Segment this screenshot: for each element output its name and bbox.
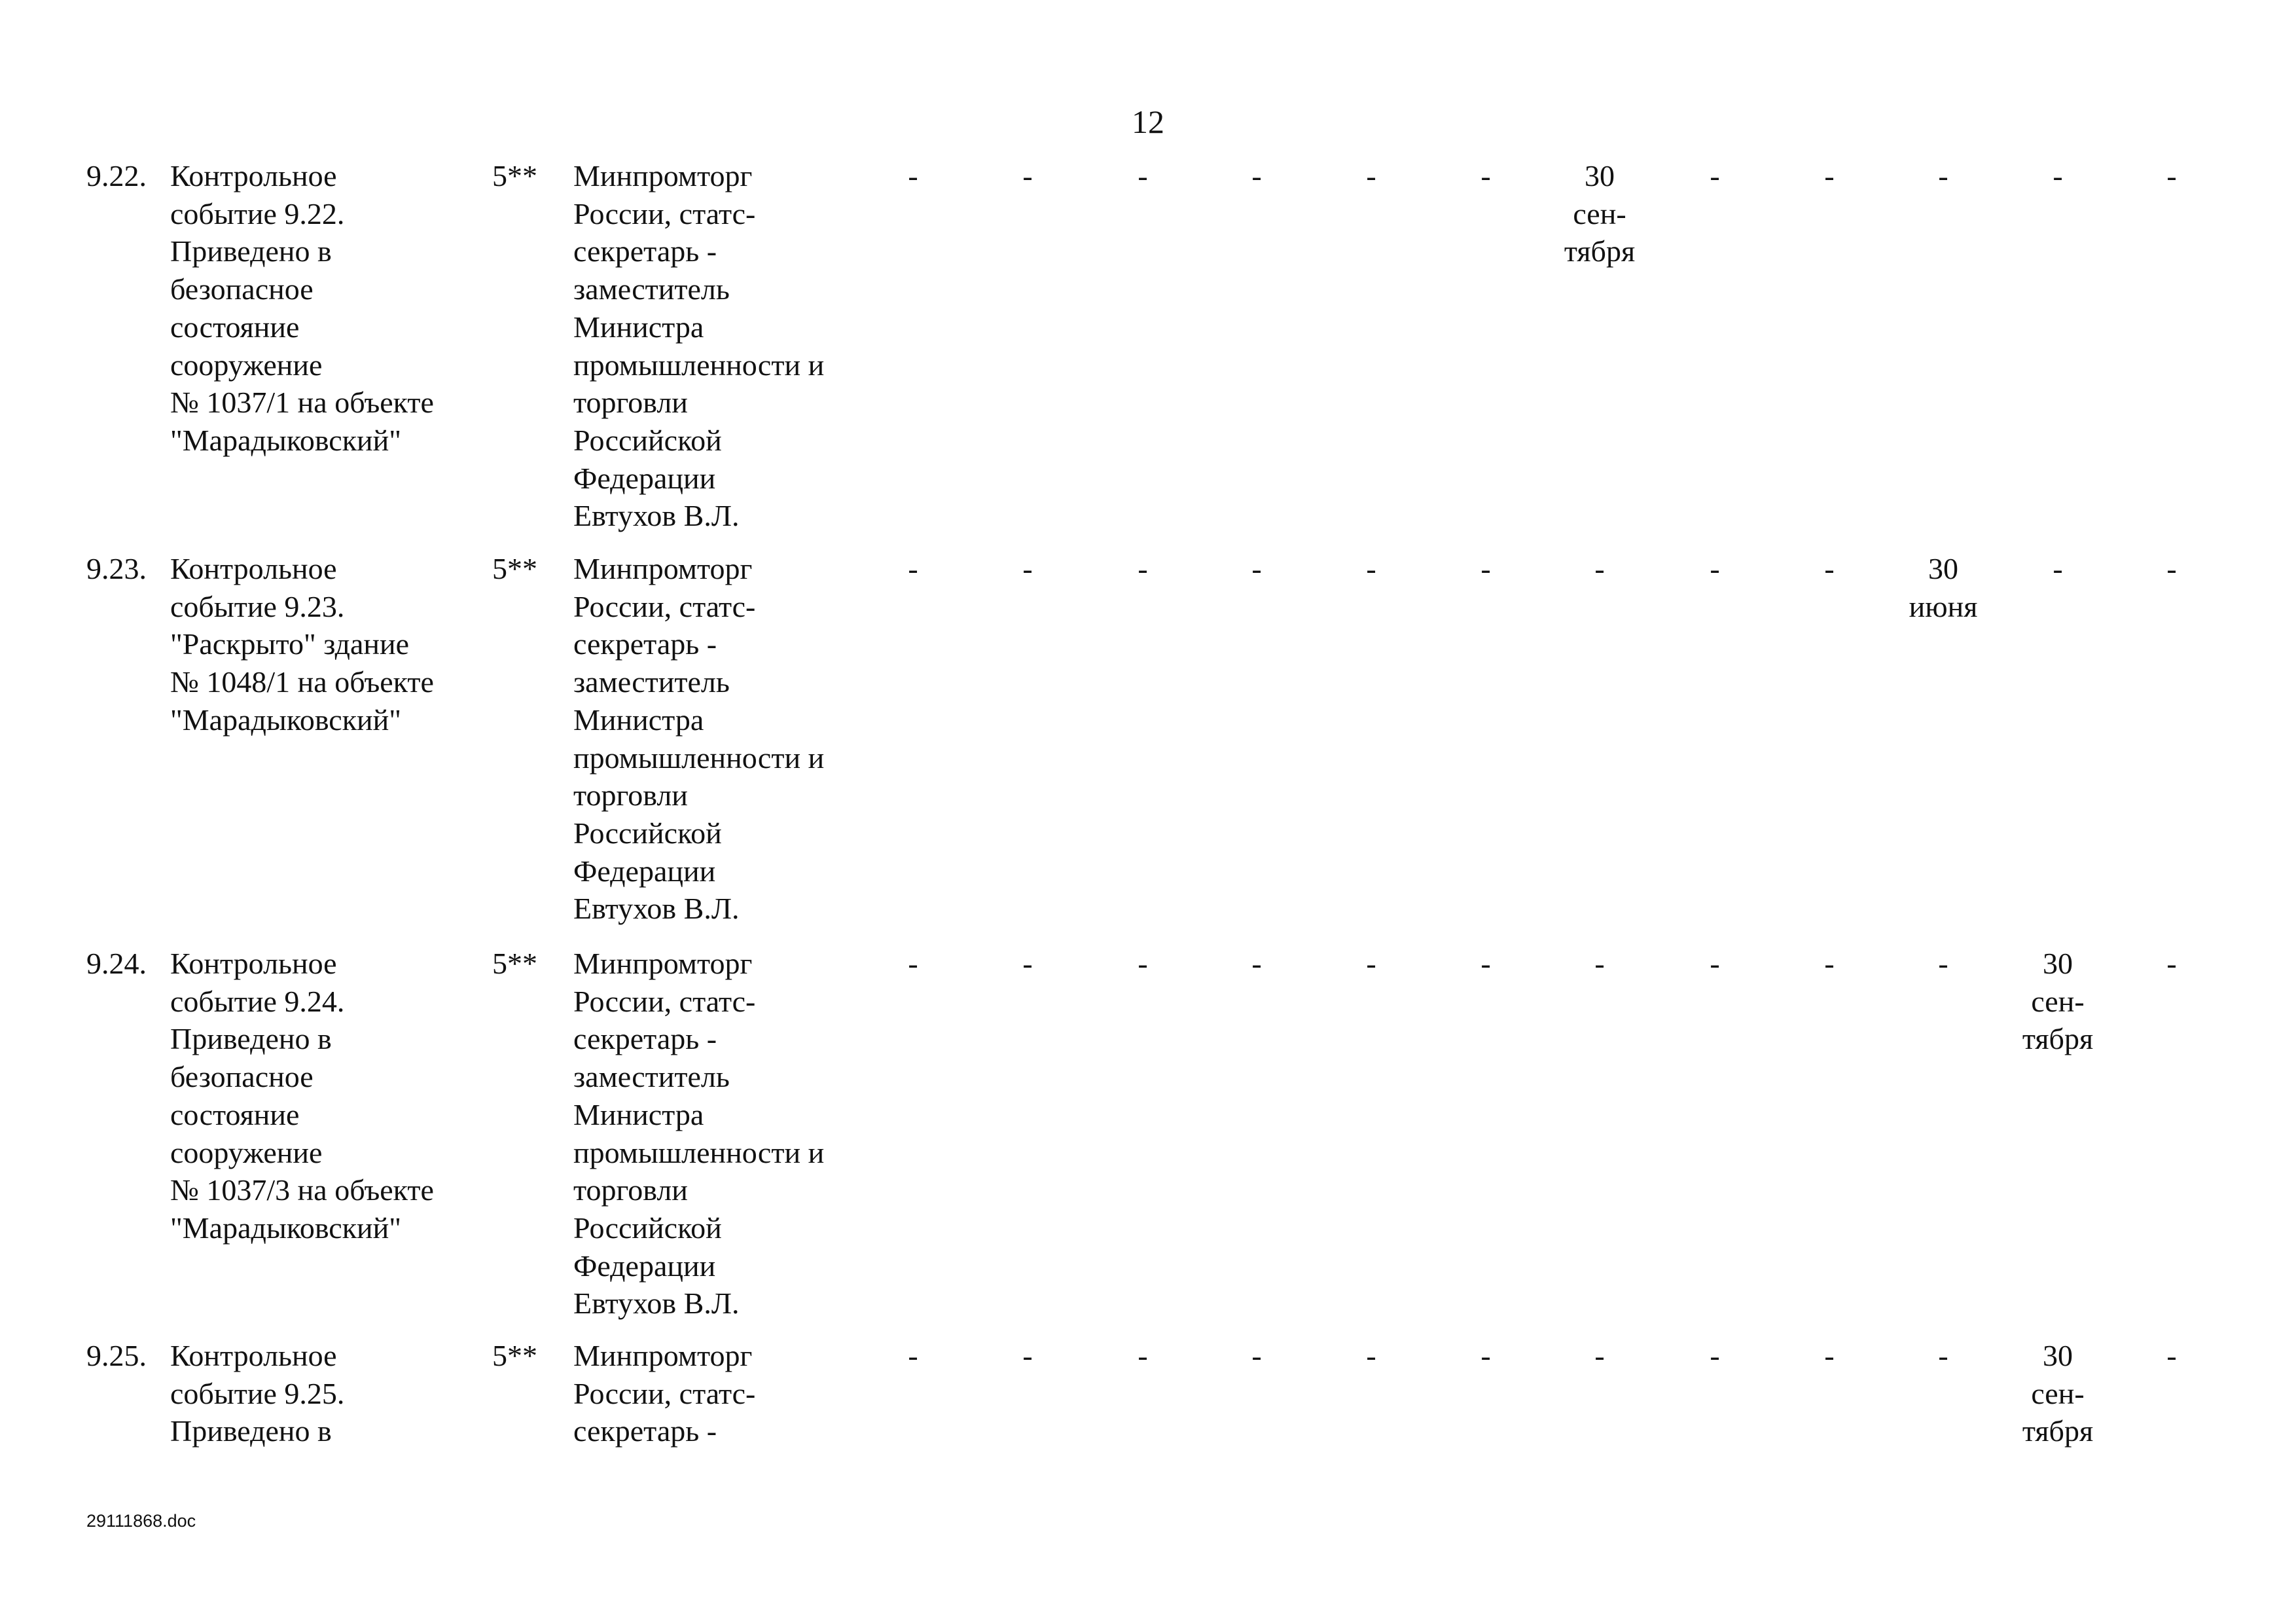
- schedule-cell-text: -: [1710, 1339, 1720, 1372]
- schedule-cell-text: -: [1366, 159, 1376, 192]
- schedule-cell: [1201, 157, 1312, 195]
- event-line: состояние: [170, 1097, 300, 1131]
- event-line: безопасное: [170, 1060, 314, 1094]
- event-line: событие 9.23.: [170, 589, 345, 623]
- schedule-cell: [857, 945, 969, 983]
- schedule-cell-text: 30: [1585, 159, 1615, 192]
- responsible-line: заместитель: [573, 665, 730, 699]
- schedule-cell: [1659, 550, 1770, 588]
- event-line: Контрольное: [170, 552, 337, 585]
- schedule-cell: [2002, 550, 2113, 588]
- schedule-cell-text: -: [2166, 552, 2177, 585]
- schedule-cell-text: -: [1138, 552, 1148, 585]
- responsible-line: Минпромторг: [573, 552, 753, 585]
- schedule-cell: [1087, 1337, 1198, 1375]
- event-line: № 1037/1 на объекте: [170, 386, 434, 420]
- responsible-line: Российской: [573, 816, 722, 850]
- schedule-cell-text: -: [1594, 947, 1605, 980]
- schedule-cell-text: -: [1366, 552, 1376, 585]
- schedule-cell-text: -: [1022, 159, 1033, 192]
- schedule-cell-text: -: [2166, 1339, 2177, 1372]
- responsible-line: торговли: [573, 778, 688, 812]
- schedule-cell-text: -: [1938, 1339, 1948, 1372]
- schedule-cell-text: -: [908, 159, 918, 192]
- schedule-cell-text: -: [908, 1339, 918, 1372]
- schedule-cell-text: -: [1824, 1339, 1835, 1372]
- priority-code: 5**: [492, 552, 537, 585]
- event-line: "Марадыковский": [170, 1211, 402, 1245]
- schedule-cell: [1888, 550, 1999, 625]
- responsible-line: Евтухов В.Л.: [573, 892, 740, 926]
- row-number: 9.23.: [86, 552, 147, 585]
- schedule-cell: [2116, 945, 2227, 983]
- schedule-cell-text: -: [1480, 159, 1491, 192]
- event-line: сооружение: [170, 1135, 323, 1169]
- event-line: Приведено в: [170, 1022, 332, 1056]
- schedule-cell: [1316, 550, 1427, 588]
- schedule-cell: [2002, 945, 2113, 1058]
- responsible-line: Министра: [573, 1097, 704, 1131]
- schedule-cell: [1659, 1337, 1770, 1375]
- schedule-cell-text: -: [908, 947, 918, 980]
- schedule-cell-text: -: [2166, 947, 2177, 980]
- responsible-line: Федерации: [573, 1249, 716, 1283]
- schedule-cell-text: сен-: [1573, 196, 1626, 230]
- schedule-cell: [2116, 550, 2227, 588]
- schedule-cell: [1659, 945, 1770, 983]
- schedule-cell: [1201, 945, 1312, 983]
- schedule-cell: [1544, 157, 1655, 270]
- schedule-cell: [1544, 945, 1655, 983]
- schedule-cell: [2002, 157, 2113, 195]
- responsible-line: заместитель: [573, 1060, 730, 1094]
- schedule-cell-text: тября: [1564, 234, 1636, 268]
- responsible-line: Евтухов В.Л.: [573, 1286, 740, 1321]
- schedule-cell-text: -: [1251, 552, 1262, 585]
- schedule-cell: [857, 1337, 969, 1375]
- event-line: Приведено в: [170, 1414, 332, 1448]
- responsible-line: заместитель: [573, 272, 730, 306]
- schedule-cell-text: 30: [2043, 947, 2073, 980]
- responsible-line: секретарь -: [573, 1022, 717, 1056]
- schedule-cell: [1087, 157, 1198, 195]
- event-line: Контрольное: [170, 947, 337, 980]
- schedule-cell-text: -: [1938, 159, 1948, 192]
- schedule-cell-text: -: [1938, 947, 1948, 980]
- schedule-cell: [857, 550, 969, 588]
- schedule-cell: [1087, 945, 1198, 983]
- responsible-line: торговли: [573, 1173, 688, 1207]
- schedule-cell: [1888, 945, 1999, 983]
- schedule-cell: [2116, 157, 2227, 195]
- schedule-cell: [1201, 550, 1312, 588]
- responsible-line: Евтухов В.Л.: [573, 499, 740, 533]
- schedule-cell-text: -: [1366, 1339, 1376, 1372]
- schedule-cell: [1087, 550, 1198, 588]
- responsible-line: Российской: [573, 1211, 722, 1245]
- event-line: № 1037/3 на объекте: [170, 1173, 434, 1207]
- schedule-cell-text: сен-: [2031, 984, 2085, 1018]
- schedule-cell-text: -: [1480, 552, 1491, 585]
- schedule-cell-text: июня: [1909, 589, 1978, 623]
- responsible-line: секретарь -: [573, 1414, 717, 1448]
- event-line: Контрольное: [170, 159, 337, 192]
- schedule-cell: [1316, 1337, 1427, 1375]
- schedule-cell: [1774, 945, 1885, 983]
- event-description: [170, 157, 484, 460]
- priority-code: 5**: [492, 947, 537, 980]
- schedule-cell-text: -: [1480, 1339, 1491, 1372]
- event-line: "Раскрыто" здание: [170, 627, 410, 661]
- schedule-cell-text: -: [2166, 159, 2177, 192]
- schedule-cell-text: 30: [1928, 552, 1958, 585]
- schedule-cell: [972, 157, 1083, 195]
- responsible-line: Российской: [573, 423, 722, 457]
- event-line: "Марадыковский": [170, 702, 402, 737]
- responsible-line: России, статс-: [573, 984, 756, 1018]
- event-description: [170, 1337, 484, 1450]
- schedule-cell-text: -: [1710, 947, 1720, 980]
- schedule-cell-text: -: [1251, 159, 1262, 192]
- row-number: 9.25.: [86, 1339, 147, 1372]
- priority-code: 5**: [492, 159, 537, 192]
- event-line: событие 9.24.: [170, 984, 345, 1018]
- schedule-cell-text: -: [2053, 552, 2063, 585]
- event-line: событие 9.22.: [170, 196, 345, 230]
- schedule-cell: [1774, 550, 1885, 588]
- responsible-line: России, статс-: [573, 1376, 756, 1410]
- event-line: "Марадыковский": [170, 423, 402, 457]
- schedule-cell-text: -: [2053, 159, 2063, 192]
- schedule-cell: [972, 945, 1083, 983]
- schedule-cell-text: тября: [2022, 1022, 2094, 1056]
- schedule-cell: [972, 550, 1083, 588]
- schedule-cell-text: -: [1824, 159, 1835, 192]
- responsible-line: секретарь -: [573, 234, 717, 268]
- schedule-cell-text: 30: [2043, 1339, 2073, 1372]
- schedule-cell-text: -: [1824, 552, 1835, 585]
- event-line: событие 9.25.: [170, 1376, 345, 1410]
- schedule-cell-text: -: [1251, 1339, 1262, 1372]
- responsible-line: промышленности и: [573, 1135, 825, 1169]
- event-line: Контрольное: [170, 1339, 337, 1372]
- schedule-cell: [1316, 157, 1427, 195]
- schedule-cell: [1201, 1337, 1312, 1375]
- responsible-executor: [573, 157, 914, 535]
- responsible-line: промышленности и: [573, 348, 825, 382]
- schedule-cell: [972, 1337, 1083, 1375]
- schedule-cell: [1430, 550, 1541, 588]
- responsible-line: Федерации: [573, 461, 716, 495]
- schedule-cell: [1316, 945, 1427, 983]
- schedule-cell: [2116, 1337, 2227, 1375]
- event-line: сооружение: [170, 348, 323, 382]
- event-description: [170, 945, 484, 1247]
- schedule-cell-text: -: [1480, 947, 1491, 980]
- page-number: 12: [1132, 103, 1164, 140]
- schedule-cell-text: -: [1710, 552, 1720, 585]
- schedule-cell: [1430, 157, 1541, 195]
- responsible-line: Минпромторг: [573, 1339, 753, 1372]
- schedule-cell-text: -: [1251, 947, 1262, 980]
- schedule-cell: [1544, 550, 1655, 588]
- responsible-line: Минпромторг: [573, 947, 753, 980]
- responsible-line: России, статс-: [573, 589, 756, 623]
- schedule-cell-text: -: [1138, 947, 1148, 980]
- responsible-line: промышленности и: [573, 740, 825, 775]
- event-description: [170, 550, 484, 739]
- event-line: безопасное: [170, 272, 314, 306]
- schedule-cell-text: сен-: [2031, 1376, 2085, 1410]
- schedule-cell-text: -: [908, 552, 918, 585]
- schedule-cell-text: -: [1824, 947, 1835, 980]
- schedule-cell-text: -: [1594, 1339, 1605, 1372]
- event-line: состояние: [170, 310, 300, 344]
- schedule-cell: [1888, 1337, 1999, 1375]
- event-line: Приведено в: [170, 234, 332, 268]
- schedule-cell: [1544, 1337, 1655, 1375]
- schedule-cell: [1774, 157, 1885, 195]
- schedule-cell: [1430, 1337, 1541, 1375]
- schedule-cell-text: -: [1366, 947, 1376, 980]
- responsible-line: Министра: [573, 702, 704, 737]
- schedule-cell-text: -: [1138, 159, 1148, 192]
- event-line: № 1048/1 на объекте: [170, 665, 434, 699]
- responsible-line: торговли: [573, 386, 688, 420]
- responsible-line: Федерации: [573, 854, 716, 888]
- row-number: 9.22.: [86, 159, 147, 192]
- responsible-line: секретарь -: [573, 627, 717, 661]
- schedule-cell: [1774, 1337, 1885, 1375]
- schedule-cell-text: -: [1138, 1339, 1148, 1372]
- schedule-cell: [2002, 1337, 2113, 1450]
- schedule-cell: [857, 157, 969, 195]
- schedule-cell-text: -: [1594, 552, 1605, 585]
- responsible-line: Минпромторг: [573, 159, 753, 192]
- schedule-cell: [1888, 157, 1999, 195]
- responsible-executor: [573, 945, 914, 1322]
- schedule-cell-text: -: [1022, 947, 1033, 980]
- responsible-line: России, статс-: [573, 196, 756, 230]
- schedule-cell: [1659, 157, 1770, 195]
- responsible-line: Министра: [573, 310, 704, 344]
- document-footer: 29111868.doc: [86, 1511, 196, 1531]
- schedule-cell-text: -: [1710, 159, 1720, 192]
- schedule-cell-text: тября: [2022, 1414, 2094, 1448]
- responsible-executor: [573, 550, 914, 928]
- row-number: 9.24.: [86, 947, 147, 980]
- schedule-cell: [1430, 945, 1541, 983]
- schedule-cell-text: -: [1022, 552, 1033, 585]
- schedule-cell-text: -: [1022, 1339, 1033, 1372]
- priority-code: 5**: [492, 1339, 537, 1372]
